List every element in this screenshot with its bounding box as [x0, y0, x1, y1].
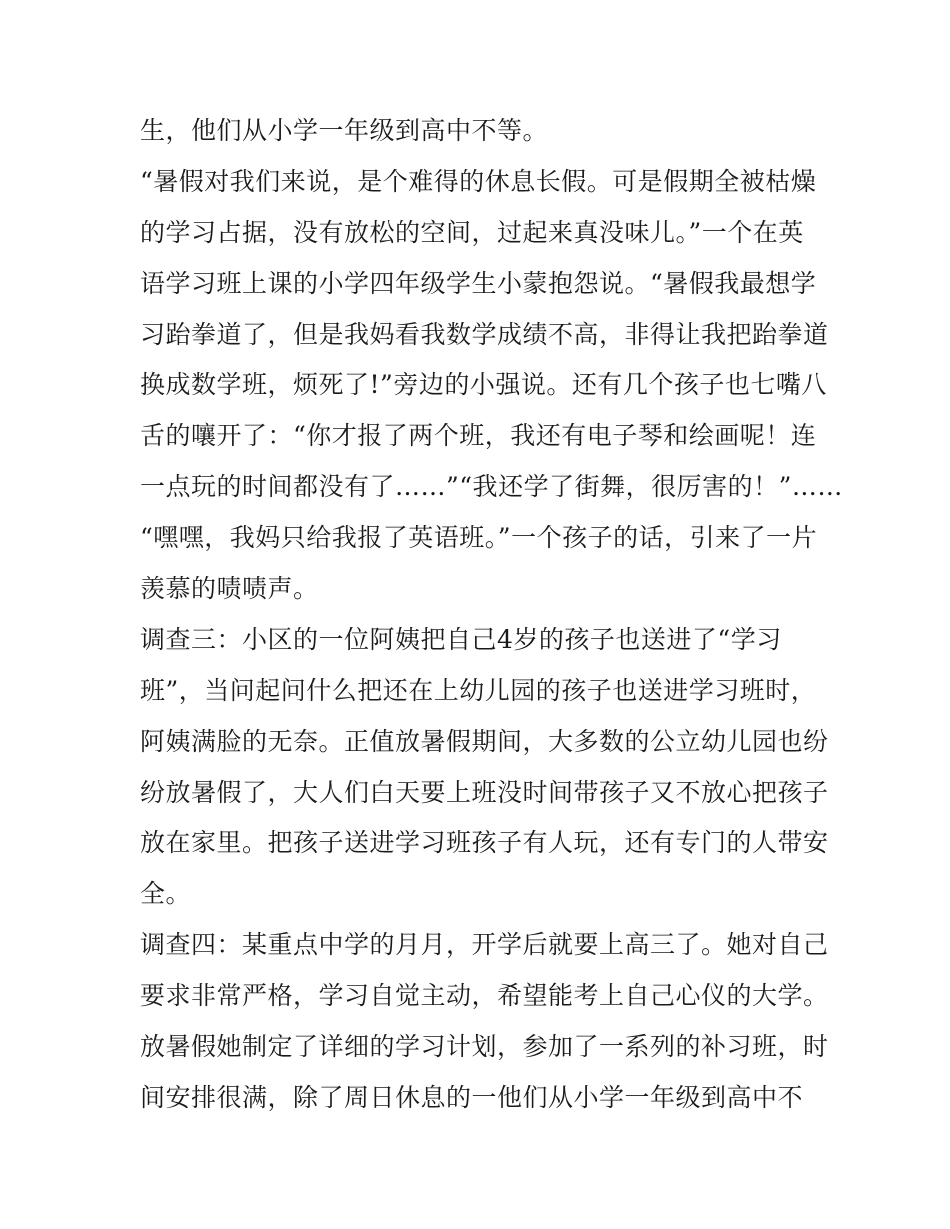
text-line: 的学习占据，没有放松的空间，过起来真没味儿。”一个在英: [140, 217, 804, 247]
text-line: 舌的嚷开了：“你才报了两个班，我还有电子琴和绘画呢！连: [140, 421, 817, 451]
text-line: 间安排很满，除了周日休息的一他们从小学一年级到高中不: [140, 1082, 804, 1112]
text-line: 换成数学班，烦死了!”旁边的小强说。还有几个孩子也七嘴八: [140, 370, 827, 400]
text-line: 放暑假她制定了详细的学习计划，参加了一系列的补习班，时: [140, 1032, 829, 1062]
text-line: 全。: [140, 879, 192, 909]
text-line: 调查四：某重点中学的月月，开学后就要上高三了。她对自己: [140, 930, 829, 960]
text-line: 要求非常严格，学习自觉主动，希望能考上自己心仪的大学。: [140, 981, 829, 1011]
text-line: 放在家里。把孩子送进学习班孩子有人玩，还有专门的人带安: [140, 828, 829, 858]
text-line: 羡慕的啧啧声。: [140, 574, 319, 604]
text-line: “嘿嘿，我妈只给我报了英语班。”一个孩子的话，引来了一片: [140, 523, 818, 553]
text-line: 生，他们从小学一年级到高中不等。: [140, 116, 549, 145]
text-line: 习跆拳道了，但是我妈看我数学成绩不高，非得让我把跆拳道: [140, 319, 829, 349]
text-line: 调查三：小区的一位阿姨把自己4岁的孩子也送进了“学习: [140, 624, 782, 654]
text-line: 语学习班上课的小学四年级学生小蒙抱怨说。“暑假我最想学: [140, 268, 817, 298]
text-line: 一点玩的时间都没有了……”“我还学了街舞，很厉害的！”……: [140, 472, 843, 502]
text-line: 纷放暑假了，大人们白天要上班没时间带孩子又不放心把孩子: [140, 777, 829, 807]
text-line: 阿姨满脸的无奈。正值放暑假期间，大多数的公立幼儿园也纷: [140, 726, 829, 756]
text-line: 班”，当问起问什么把还在上幼儿园的孩子也送进学习班时，: [140, 675, 817, 705]
text-line: “暑假对我们来说，是个难得的休息长假。可是假期全被枯燥: [140, 166, 817, 196]
body-text: [140, 106, 843, 1124]
